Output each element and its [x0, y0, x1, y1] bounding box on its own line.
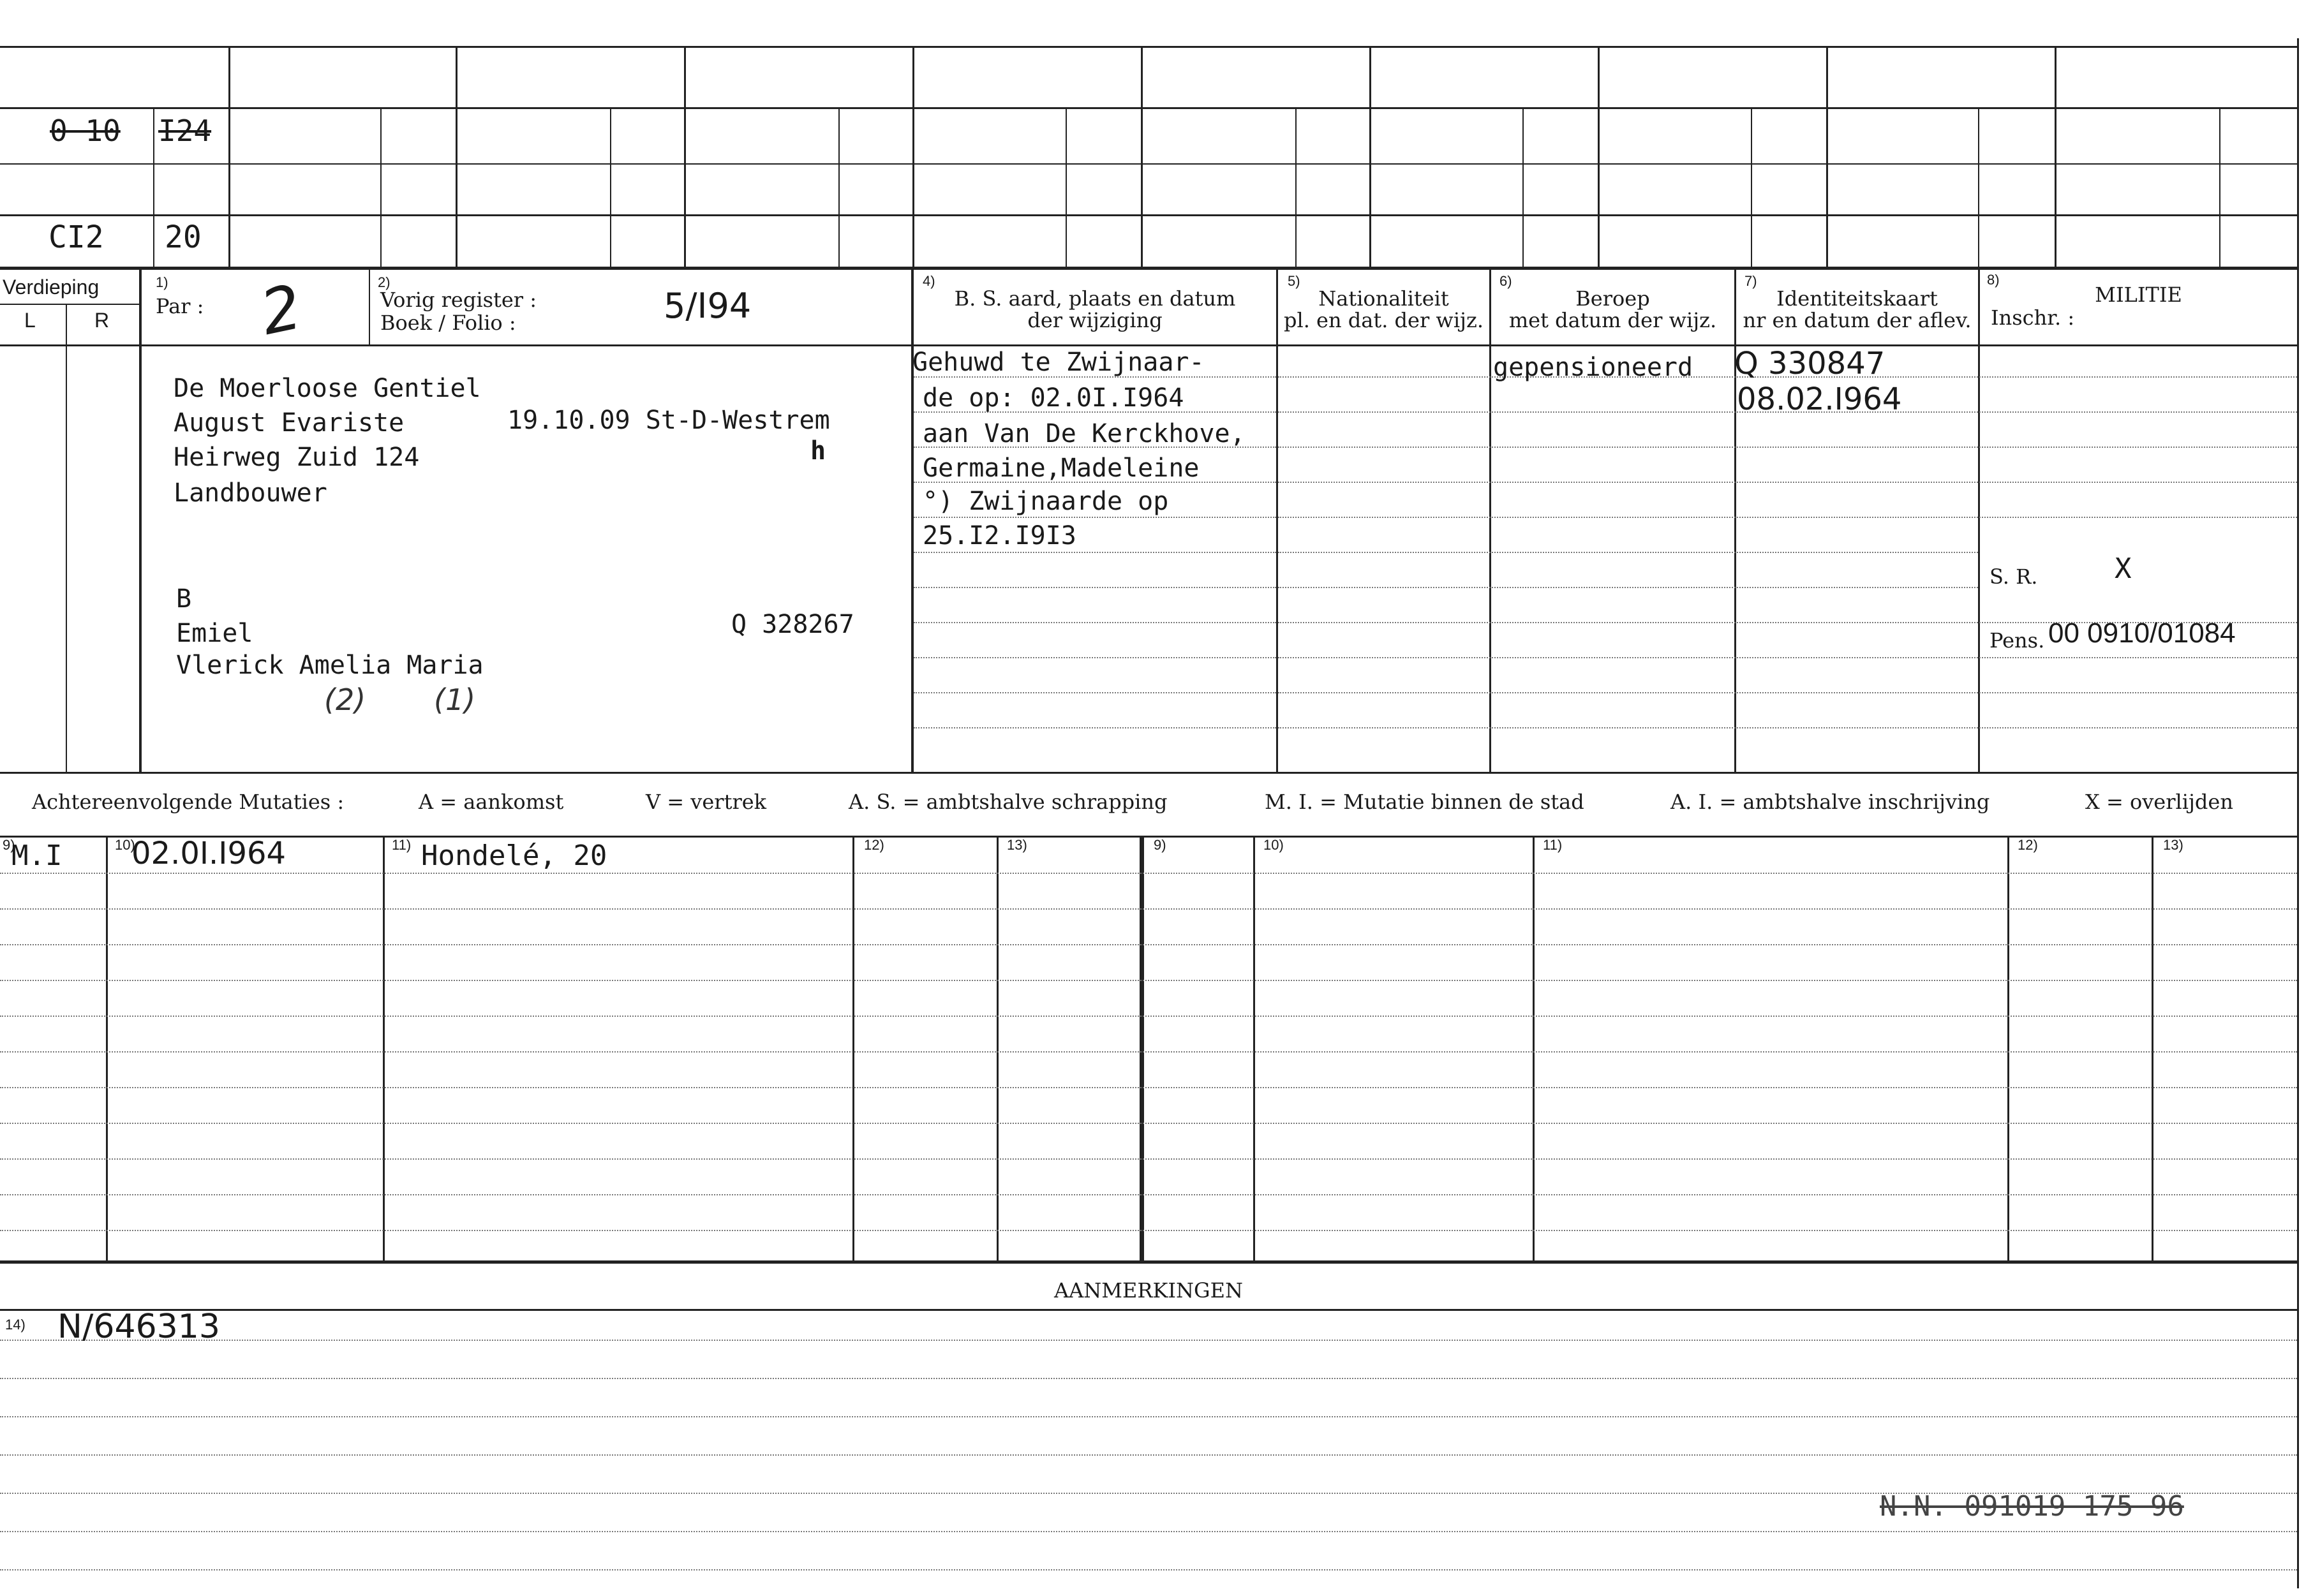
- militie-sr-value: X: [2115, 552, 2132, 585]
- mut-h10-b: 10): [1263, 837, 1284, 853]
- militie-pens-label: Pens.: [1989, 628, 2045, 653]
- header-id-num: 7): [1744, 273, 1757, 289]
- header-col-r: R: [94, 309, 110, 332]
- header-boek-label: Boek / Folio :: [380, 311, 516, 335]
- header-boek-value: 5/I94: [664, 286, 752, 326]
- beroep-entry: gepensioneerd: [1493, 353, 1693, 382]
- person-mother: Vlerick Amelia Maria: [176, 651, 484, 680]
- id-entry-number: Q 330847: [1734, 346, 1885, 381]
- person-hand-note-1: (2): [324, 683, 366, 717]
- bs-entry-line-6: 25.I2.I9I3: [923, 521, 1076, 550]
- legend-ai: A. I. = ambtshalve inschrijving: [1670, 790, 1990, 814]
- legend-x: X = overlijden: [2085, 790, 2233, 814]
- header-beroep-num: 6): [1499, 273, 1512, 289]
- person-hand-note-2: (1): [434, 683, 476, 717]
- top-code-right-2: 20: [165, 219, 202, 255]
- header-nat-line2: pl. en dat. der wijz.: [1283, 308, 1484, 332]
- mutation-address: Hondelé, 20: [421, 839, 607, 872]
- header-par-label: Par :: [156, 294, 204, 318]
- header-beroep-line2: met datum der wijz.: [1508, 308, 1717, 332]
- person-father: Emiel: [176, 619, 253, 648]
- top-code-left-1: 0 10: [50, 114, 121, 148]
- mut-h11-b: 11): [1543, 837, 1563, 853]
- header-bs-line1: B. S. aard, plaats en datum: [954, 286, 1236, 311]
- remarks-value: N/646313: [57, 1308, 220, 1346]
- bs-entry-line-1: Gehuwd te Zwijnaar-: [912, 348, 1205, 377]
- bs-entry-line-4: Germaine,Madeleine: [923, 454, 1200, 483]
- remarks-num: 14): [5, 1317, 26, 1333]
- bs-entry-line-5: °) Zwijnaarde op: [923, 487, 1169, 516]
- header-par-num: 1): [156, 274, 168, 290]
- legend-mi: M. I. = Mutatie binnen de stad: [1265, 790, 1584, 814]
- header-beroep-line1: Beroep: [1575, 286, 1650, 311]
- person-surname: De Moerloose Gentiel: [174, 374, 481, 403]
- mut-h9-a: 9): [3, 837, 15, 853]
- header-bs-line2: der wijziging: [1027, 308, 1163, 332]
- mutation-type: M.I: [11, 839, 63, 872]
- person-b-label: B: [176, 584, 192, 614]
- mut-h13-b: 13): [2163, 837, 2183, 853]
- person-mark: h: [810, 436, 826, 466]
- mut-h9-b: 9): [1154, 837, 1166, 853]
- legend-a: A = aankomst: [419, 790, 564, 814]
- legend-title: Achtereenvolgende Mutaties :: [32, 790, 345, 814]
- bs-entry-line-3: aan Van De Kerckhove,: [923, 419, 1246, 448]
- header-col-l: L: [24, 309, 36, 332]
- header-nat-num: 5): [1288, 273, 1300, 289]
- header-par-value: 2: [255, 270, 308, 350]
- legend-v: V = vertrek: [646, 790, 767, 814]
- header-mil-title: MILITIE: [2095, 283, 2182, 307]
- remarks-nn: N.N. 091019 175 96: [1880, 1490, 2184, 1523]
- header-verdieping: Verdieping: [3, 276, 100, 299]
- header-id-line2: nr en datum der aflev.: [1743, 308, 1972, 332]
- mut-h13-a: 13): [1007, 837, 1027, 853]
- header-vorig-num: 2): [378, 274, 390, 290]
- person-card-no: Q 328267: [731, 610, 854, 639]
- bs-entry-line-2: de op: 02.0I.I964: [923, 383, 1184, 413]
- militie-pens-value: 00 0910/01084: [2048, 617, 2236, 649]
- legend-as: A. S. = ambtshalve schrapping: [849, 790, 1168, 814]
- header-id-line1: Identiteitskaart: [1776, 286, 1938, 311]
- header-bs-num: 4): [923, 273, 935, 289]
- person-occupation: Landbouwer: [174, 478, 327, 508]
- person-address: Heirweg Zuid 124: [174, 443, 420, 472]
- mutation-date: 02.0I.I964: [131, 836, 286, 871]
- header-nat-line1: Nationaliteit: [1318, 286, 1449, 311]
- person-birth: 19.10.09 St-D-Westrem: [507, 406, 830, 435]
- header-mil-num: 8): [1987, 272, 2000, 288]
- id-entry-date: 08.02.I964: [1737, 381, 1902, 417]
- header-mil-inschr: Inschr. :: [1991, 306, 2075, 330]
- top-code-right-1: I24: [158, 114, 212, 148]
- mut-h10-a: 10): [115, 837, 135, 853]
- militie-sr-label: S. R.: [1989, 565, 2038, 589]
- top-code-left-2: CI2: [48, 219, 104, 255]
- mut-h12-b: 12): [2018, 837, 2038, 853]
- person-given: August Evariste: [174, 408, 405, 438]
- mut-h12-a: 12): [864, 837, 884, 853]
- header-vorig-label: Vorig register :: [380, 288, 537, 312]
- remarks-title: AANMERKINGEN: [1054, 1278, 1243, 1303]
- mut-h11-a: 11): [392, 837, 412, 853]
